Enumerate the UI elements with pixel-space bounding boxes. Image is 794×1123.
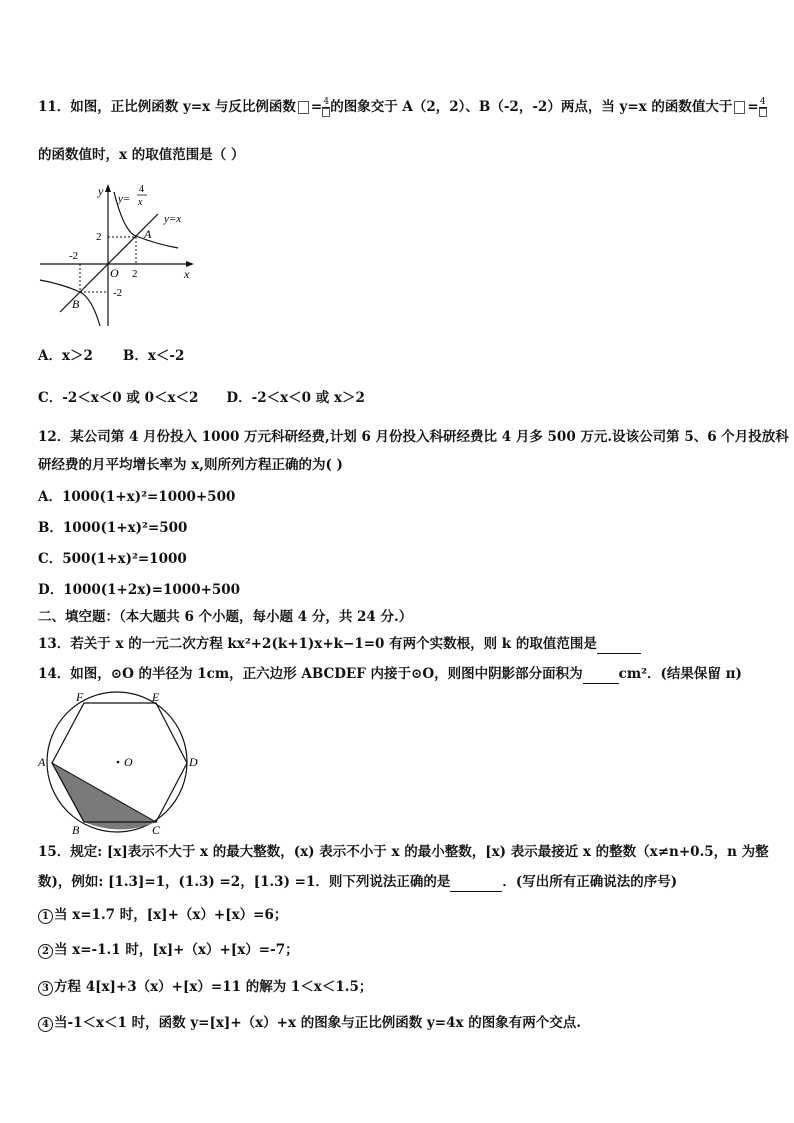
curve-label-prefix: y= (118, 193, 131, 205)
q15-line2 (38, 872, 764, 892)
circled-number-1: 1 (38, 909, 53, 924)
point-a-label: A (144, 227, 152, 241)
origin-label: O (110, 266, 119, 280)
q12-stem-b: 研经费的月平均增长率为 x,则所列方程正确的为( ) (38, 457, 343, 473)
q13-stem: 13．若关于 x 的一元二次方程 kx²+2(k+1)x+k−1=0 有两个实数根，则 k 的取值范围是 (38, 636, 597, 652)
q15-statement-4 (38, 1013, 764, 1033)
q11-stem-b: 的图象交于 A（2，2）、B（-2，-2）两点，当 y=x 的函数值大于 (330, 99, 733, 115)
q12-option-c: C．500(1+x)²=1000 (38, 551, 187, 567)
q11-option-c: C．-2＜x＜0 或 0＜x＜2 (38, 390, 199, 406)
curve-frac-num: 4 (139, 184, 144, 195)
q11-frac-num-2: 4 (759, 97, 766, 107)
circled-number-4: 4 (38, 1017, 53, 1032)
line-label: y=x (164, 213, 182, 225)
q15-stem-b: 数)，例如: [1.3]=1，(1.3) =2，[1.3) =1．则下列说法正确的是 (38, 874, 451, 890)
center-dot-icon (117, 761, 120, 764)
q11-options-row1 (38, 346, 764, 366)
q11-frac-num: 4 (323, 97, 330, 107)
center-o-label: O (124, 755, 133, 769)
y-axis-arrow-icon (105, 184, 111, 192)
tick-x-neg: -2 (69, 250, 79, 262)
placeholder-box-icon (298, 101, 309, 114)
q15-stem-a: 15．规定: [x]表示不大于 x 的最大整数，(x) 表示不小于 x 的最小整数，[x) 表示最接近 x 的整数（x≠n+0.5，n 为整 (38, 844, 769, 860)
q12-stem-a: 12．某公司第 4 月份投入 1000 万元科研经费,计划 6 月份投入科研经费比 4 月多 500 万元.设该公司第 5、6 个月投放科 (38, 429, 789, 445)
q11-frac-1 (322, 98, 330, 117)
answer-blank (597, 639, 641, 654)
q14-stem-a: 14．如图，⊙O 的半径为 1cm，正六边形 ABCDEF 内接于⊙O，则图中阴影部分面积为 (38, 666, 583, 682)
vertex-e-label: E (152, 690, 160, 704)
q15-statement-2-text: 当 x=-1.1 时，[x]+（x）+[x）=-7； (54, 942, 299, 958)
q15-statement-4-text: 当-1＜x＜1 时，函数 y=[x]+（x）+x 的图象与正比例函数 y=4x 的图象有两个交点. (54, 1015, 581, 1031)
answer-blank (583, 669, 619, 684)
tick-y-pos: 2 (96, 231, 102, 243)
tick-x-pos: 2 (132, 268, 138, 280)
q11-options-row2 (38, 388, 764, 408)
section-heading-fill-in: 二、填空题：（本大题共 6 个小题，每小题 4 分，共 24 分.） (38, 609, 413, 625)
q14-line (38, 664, 764, 684)
q14-stem-b: cm²．(结果保留 π) (618, 666, 742, 682)
q11-option-d: D．-2＜x＜0 或 x＞2 (226, 390, 365, 406)
hyperbola-branch-2 (40, 280, 100, 326)
q14-hexagon-figure (34, 688, 204, 836)
q11-stem-line1: 11．如图，正比例函数 y=x 与反比例函数 = 4 的图象交于 A（2，2）、B（-2，-2）两点，当 y=x 的函数值大于 = 4 (38, 97, 766, 115)
q11-stem-c: 的函数值时，x 的取值范围是（ ） (38, 147, 245, 163)
point-b-label: B (72, 297, 80, 311)
q11-graph (38, 180, 198, 330)
vertex-b-label: B (72, 823, 80, 836)
placeholder-box-icon (322, 108, 330, 117)
answer-blank (450, 877, 502, 892)
y-axis-label: y (98, 184, 104, 198)
x-axis-label: x (184, 267, 190, 281)
vertex-c-label: C (152, 823, 161, 836)
q15-statement-3 (38, 977, 764, 997)
q11-stem-a: 11．如图，正比例函数 y=x 与反比例函数 (38, 99, 296, 115)
circled-number-2: 2 (38, 944, 53, 959)
q11-frac-2 (759, 98, 767, 117)
q11-option-a: A．x＞2 (38, 348, 93, 364)
q15-statement-1-text: 当 x=1.7 时，[x]+（x）+[x）=6； (54, 907, 288, 923)
q11-option-b: B．x＜-2 (122, 348, 185, 364)
q12-option-a: A．1000(1+x)²=1000+500 (38, 489, 236, 505)
q12-option-b: B．1000(1+x)²=500 (38, 520, 188, 536)
q13-line (38, 634, 764, 654)
q15-statement-3-text: 方程 4[x]+3（x）+[x）=11 的解为 1＜x＜1.5； (54, 979, 373, 995)
vertex-d-label: D (189, 755, 198, 769)
vertex-a-label: A (38, 755, 46, 769)
tick-y-neg: -2 (113, 287, 123, 299)
q15-stem-c: ．(写出所有正确说法的序号) (502, 874, 678, 890)
placeholder-box-icon (759, 108, 767, 117)
q15-statement-1 (38, 905, 764, 925)
placeholder-box-icon (734, 101, 745, 114)
q15-statement-2 (38, 940, 764, 960)
circled-number-3: 3 (38, 981, 53, 996)
vertex-f-label: F (76, 690, 84, 704)
q12-option-d: D．1000(1+2x)=1000+500 (38, 582, 241, 598)
curve-frac-den: x (138, 197, 143, 208)
